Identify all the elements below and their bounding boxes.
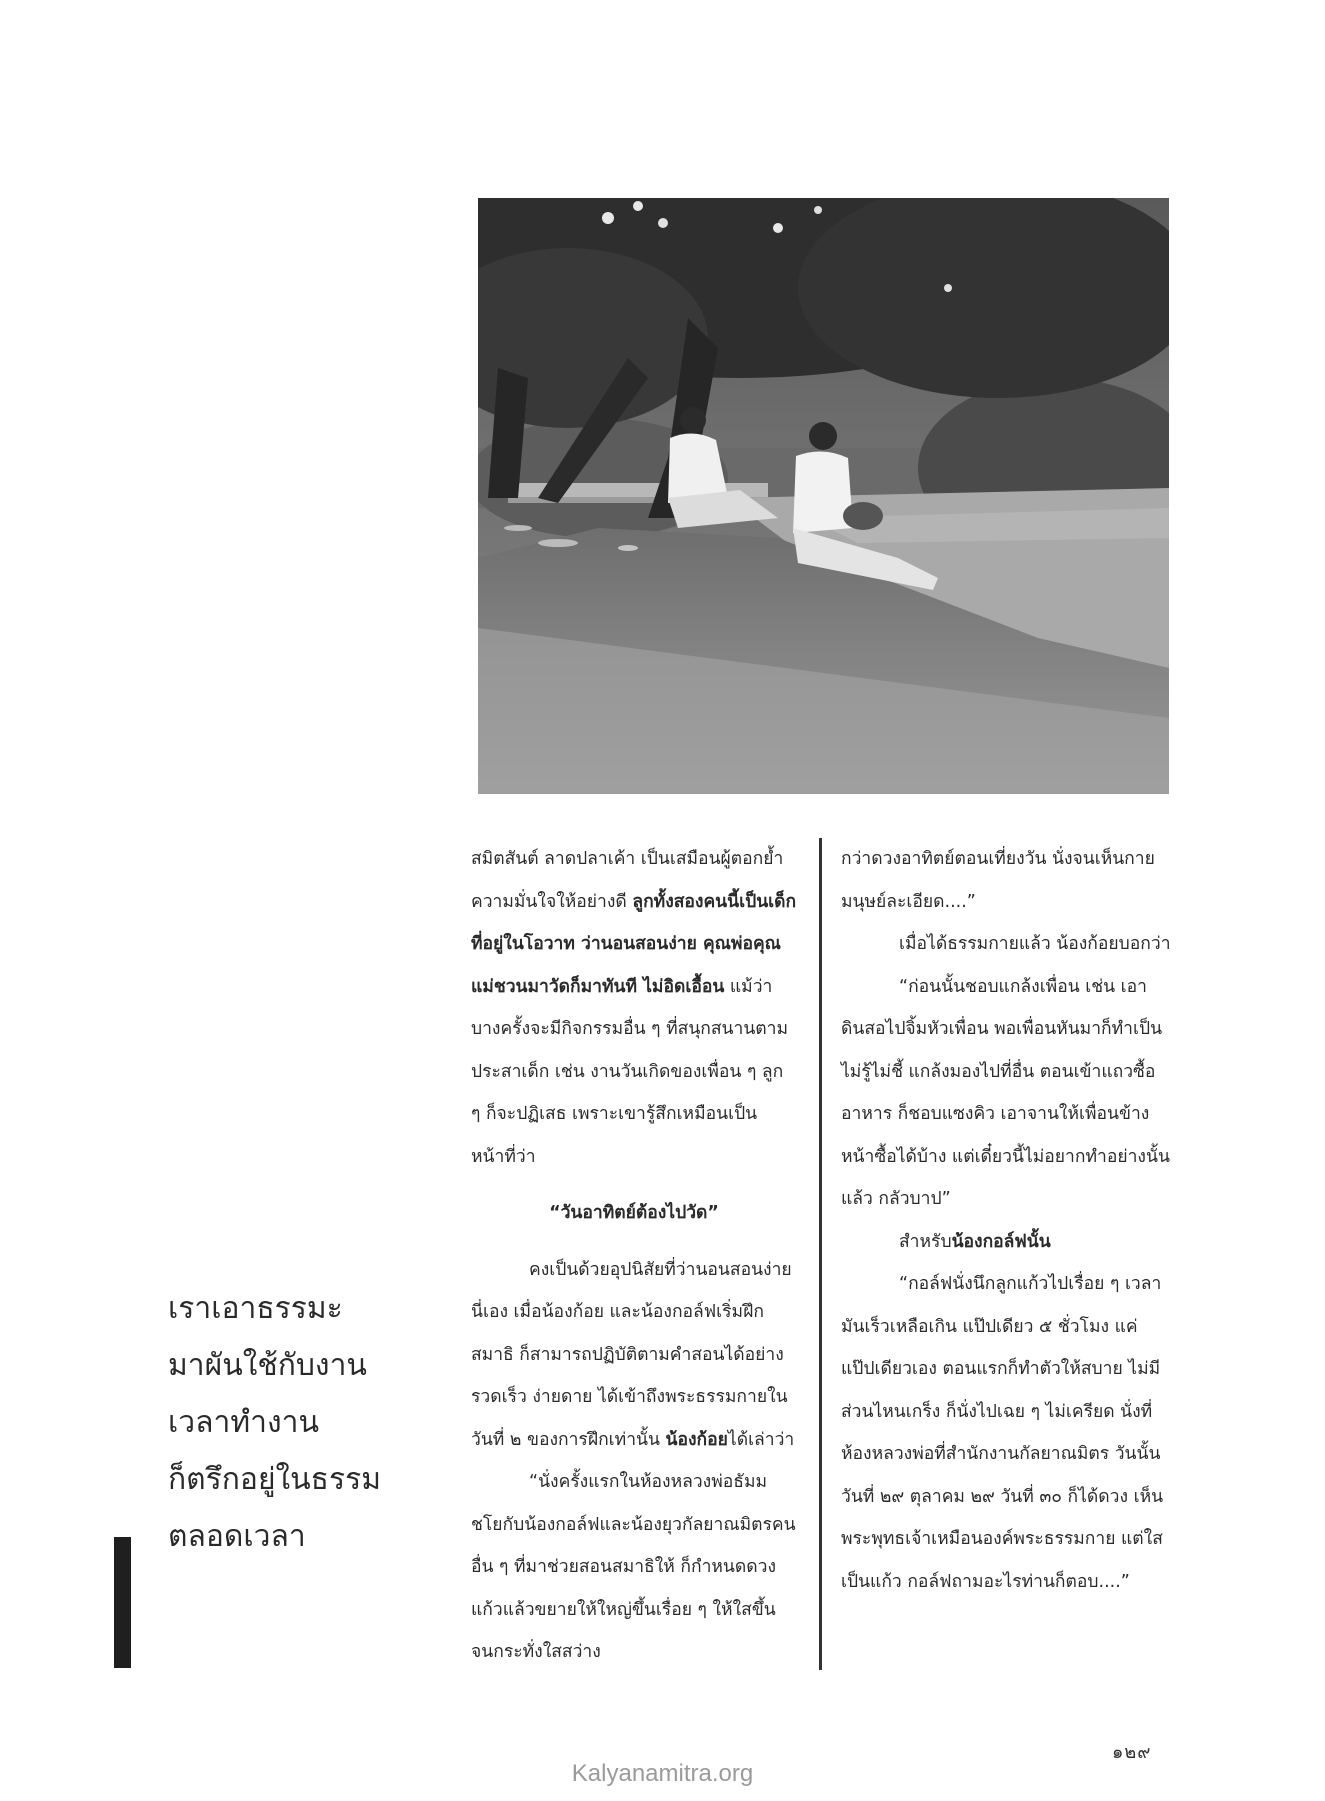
left-text-column (471, 838, 797, 1674)
photo-illustration (478, 198, 1169, 794)
emphasis-text: ลูกทั้งสองคนนี้เป็นเด็กที่อยู่ในโอวาท ว่านอนสอนง่าย คุณพ่อคุณแม่ชวนมาวัดก็มาทันที ไม่อิดเอื้อน (471, 891, 797, 997)
left-paragraph-1: สมิตสันต์ ลาดปลาเค้า เป็นเสมือนผู้ตอกย้ำความมั่นใจให้อย่างดี ลูกทั้งสองคนนี้เป็นเด็กที่อยู่ในโอวาท ว่านอนสอนง่าย คุณพ่อคุณแม่ชวนมาวัดก็มาทันที ไม่อิดเอื้อน แม้ว่าบางครั้งจะมีกิจกรรมอื่น ๆ ที่สนุกสนานตามประสาเด็ก เช่น งานวันเกิดของเพื่อน ๆ ลูก ๆ ก็จะปฏิเสธ เพราะเขารู้สึกเหมือนเป็นหน้าที่ว่า (471, 849, 797, 1167)
left-paragraph-2: คงเป็นด้วยอุปนิสัยที่ว่านอนสอนง่ายนี่เอง เมื่อน้องก้อย และน้องกอล์ฟเริ่มฝึกสมาธิ ก็สามารถปฏิบัติตามคำสอนได้อย่างรวดเร็ว ง่ายดาย ได้เข้าถึงพระธรรมกายในวันที่ ๒ ของการฝึกเท่านั้น น้องก้อยได้เล่าว่า (471, 1259, 795, 1450)
section-heading: “วันอาทิตย์ต้องไปวัด” (549, 1203, 719, 1223)
right-paragraph-4: สำหรับน้องกอล์ฟนั้น (899, 1231, 1051, 1252)
watermark: Kalyanamitra.org (571, 1760, 754, 1787)
article-photo (478, 198, 1169, 794)
right-text-column (841, 838, 1171, 1603)
pull-quote: เราเอาธรรมะ มาผันใช้กับงาน เวลาทำงาน ก็ตรึกอยู่ในธรรม ตลอดเวลา (168, 1291, 381, 1554)
right-paragraph-1: กว่าดวงอาทิตย์ตอนเที่ยงวัน นั่งจนเห็นกายมนุษย์ละเอียด....” (841, 849, 1155, 912)
page-number: ๑๒๙ (1112, 1742, 1152, 1763)
emphasis-text: น้องกอล์ฟนั้น (951, 1231, 1051, 1252)
emphasis-text: น้องก้อย (665, 1429, 728, 1450)
right-paragraph-2: เมื่อได้ธรรมกายแล้ว น้องก้อยบอกว่า (899, 934, 1171, 954)
right-paragraph-5: “กอล์ฟนั่งนึกลูกแก้วไปเรื่อย ๆ เวลามันเร็วเหลือเกิน แป๊ปเดียว ๕ ชั่วโมง แค่แป๊ปเดียวเอง ตอนแรกก็ทำตัวให้สบาย ไม่มีส่วนไหนเกร็ง ก็นั่งไปเฉย ๆ ไม่เครียด นั่งที่ห้องหลวงพ่อที่สำนักงานกัลยาณมิตร วันนั้นวันที่ ๒๙ ตุลาคม ๒๙ วันที่ ๓๐ ก็ได้ดวง เห็นพระพุทธเจ้าเหมือนองค์พระธรรมกาย แต่ใสเป็นแก้ว กอล์ฟถามอะไรท่านก็ตอบ....” (841, 1274, 1164, 1592)
pull-quote-bar (114, 1537, 131, 1668)
right-paragraph-3: “ก่อนนั้นชอบแกล้งเพื่อน เช่น เอาดินสอไปจิ้มหัวเพื่อน พอเพื่อนหันมาก็ทำเป็นไม่รู้ไม่ชี้ แกล้งมองไปที่อื่น ตอนเข้าแถวซื้ออาหาร ก็ชอบแซงคิว เอาจานให้เพื่อนข้างหน้าซื้อได้บ้าง แต่เดี๋ยวนี้ไม่อยากทำอย่างนั้นแล้ว กลัวบาป” (841, 976, 1170, 1209)
column-divider (819, 838, 822, 1670)
left-paragraph-3: “นั่งครั้งแรกในห้องหลวงพ่อธัมมชโยกับน้องกอล์ฟและน้องยุวกัลยาณมิตรคนอื่น ๆ ที่มาช่วยสอนสมาธิให้ ก็กำหนดดวงแก้วแล้วขยายให้ใหญ่ขึ้นเรื่อย ๆ ให้ใสขึ้น จนกระทั่งใสสว่าง (471, 1472, 796, 1662)
